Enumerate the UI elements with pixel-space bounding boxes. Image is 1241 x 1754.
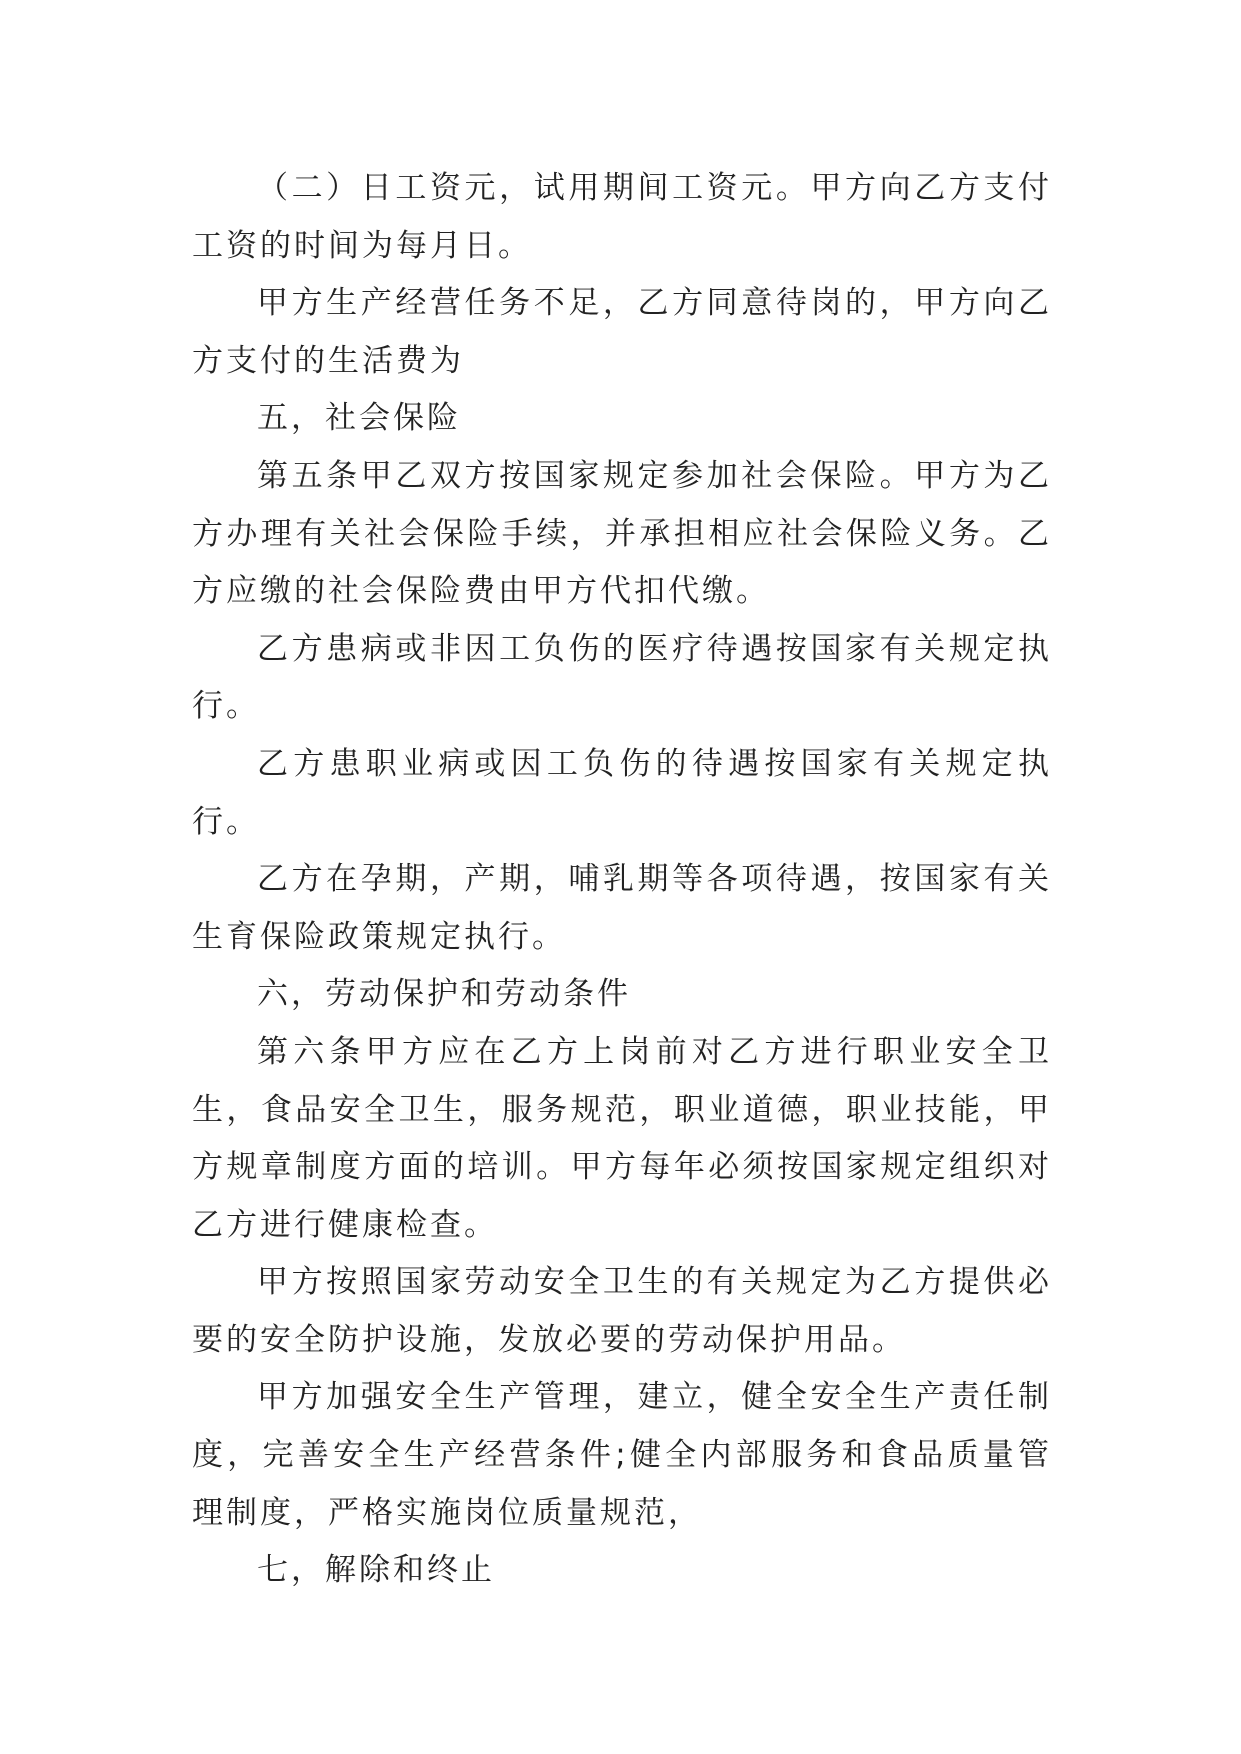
paragraph-maternity: 乙方在孕期，产期，哺乳期等各项待遇，按国家有关生育保险政策规定执行。 bbox=[192, 861, 1052, 955]
paragraph-safety-equipment: 甲方按照国家劳动安全卫生的有关规定为乙方提供必要的安全防护设施，发放必要的劳动保护用品。 bbox=[192, 1264, 1052, 1358]
paragraph-article-5: 第五条甲乙双方按国家规定参加社会保险。甲方为乙方办理有关社会保险手续，并承担相应社会保险义务。乙方应缴的社会保险费由甲方代扣代缴。 bbox=[192, 457, 1052, 610]
paragraph-standby-living-allowance: 甲方生产经营任务不足，乙方同意待岗的，甲方向乙方支付的生活费为 bbox=[192, 285, 1052, 379]
section-heading-social-insurance: 五，社会保险 bbox=[257, 400, 461, 437]
section-heading-labor-protection: 六，劳动保护和劳动条件 bbox=[257, 976, 631, 1013]
paragraph-safety-management: 甲方加强安全生产管理，建立，健全安全生产责任制度，完善安全生产经营条件;健全内部服务和食品质量管理制度，严格实施岗位质量规范， bbox=[192, 1379, 1052, 1531]
paragraph-illness-treatment: 乙方患病或非因工负伤的医疗待遇按国家有关规定执行。 bbox=[192, 630, 1052, 725]
document-page bbox=[192, 160, 1052, 1600]
section-heading-termination: 七，解除和终止 bbox=[257, 1552, 495, 1589]
paragraph-wage: （二）日工资元，试用期间工资元。甲方向乙方支付工资的时间为每月日。 bbox=[192, 170, 1052, 264]
paragraph-article-6: 第六条甲方应在乙方上岗前对乙方进行职业安全卫生，食品安全卫生，服务规范，职业道德，职业技能，甲方规章制度方面的培训。甲方每年必须按国家规定组织对乙方进行健康检查。 bbox=[192, 1033, 1052, 1243]
paragraph-occupational-disease: 乙方患职业病或因工负伤的待遇按国家有关规定执行。 bbox=[192, 745, 1052, 840]
